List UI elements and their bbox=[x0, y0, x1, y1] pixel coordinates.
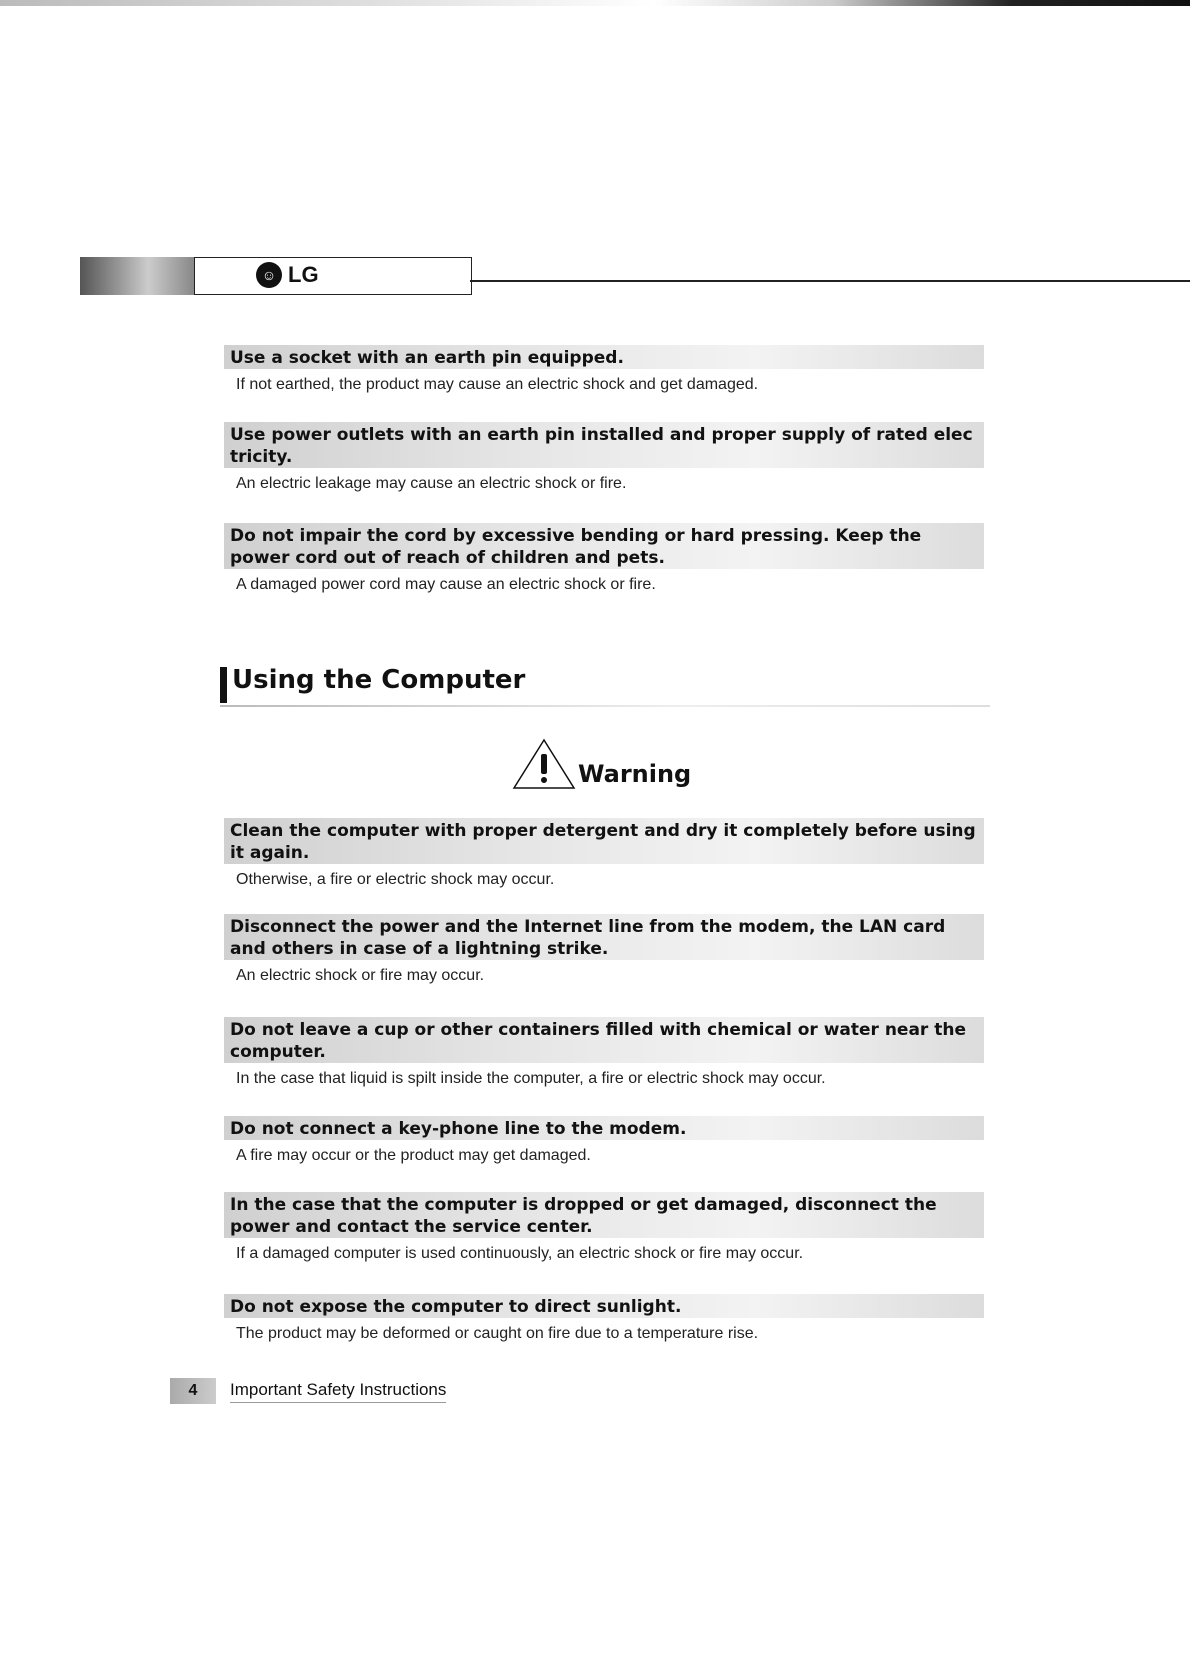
safety-item-title: In the case that the computer is dropped or get damaged, disconnect the power and contact the service center. bbox=[224, 1192, 984, 1238]
section-heading: Using the Computer bbox=[232, 665, 526, 695]
safety-item-title: Use a socket with an earth pin equipped. bbox=[224, 345, 984, 369]
safety-item-title: Clean the computer with proper detergent and dry it completely before using it again. bbox=[224, 818, 984, 864]
lg-logo bbox=[256, 262, 319, 288]
footer-title: Important Safety Instructions bbox=[230, 1380, 446, 1403]
warning-triangle-icon bbox=[512, 738, 576, 790]
safety-item-desc: In the case that liquid is spilt inside the computer, a fire or electric shock may occur. bbox=[236, 1070, 826, 1087]
safety-item-title: Disconnect the power and the Internet line from the modem, the LAN card and others in case of a lightning strike. bbox=[224, 914, 984, 960]
lg-logo-icon: ☺ bbox=[256, 262, 282, 288]
header-rule bbox=[470, 280, 1190, 282]
page-number: 4 bbox=[170, 1378, 216, 1404]
safety-item bbox=[224, 914, 984, 986]
safety-item bbox=[224, 1294, 984, 1344]
safety-item-desc: An electric leakage may cause an electric shock or fire. bbox=[236, 475, 627, 492]
page-footer bbox=[170, 1378, 446, 1404]
safety-item-title: Do not expose the computer to direct sunlight. bbox=[224, 1294, 984, 1318]
page-header bbox=[80, 257, 1130, 297]
safety-item-desc: A damaged power cord may cause an electric shock or fire. bbox=[236, 576, 656, 593]
safety-item-title: Use power outlets with an earth pin installed and proper supply of rated elec tricity. bbox=[224, 422, 984, 468]
top-rule bbox=[0, 0, 1190, 6]
safety-item bbox=[224, 523, 984, 595]
safety-item bbox=[224, 1017, 984, 1089]
warning-label bbox=[512, 738, 691, 790]
safety-item-title: Do not connect a key-phone line to the modem. bbox=[224, 1116, 984, 1140]
safety-item-title: Do not impair the cord by excessive bending or hard pressing. Keep the power cord out of reach of children and pets. bbox=[224, 523, 984, 569]
section-marker bbox=[220, 667, 227, 703]
header-gradient-block bbox=[80, 257, 194, 295]
safety-item-desc: Otherwise, a fire or electric shock may occur. bbox=[236, 871, 555, 888]
safety-item-desc: A fire may occur or the product may get damaged. bbox=[236, 1147, 591, 1164]
safety-item bbox=[224, 422, 984, 494]
safety-item-desc: If a damaged computer is used continuously, an electric shock or fire may occur. bbox=[236, 1245, 804, 1262]
header-logo-box bbox=[194, 257, 472, 295]
safety-item-desc: An electric shock or fire may occur. bbox=[236, 967, 485, 984]
safety-item bbox=[224, 818, 984, 890]
safety-item bbox=[224, 345, 984, 395]
section-rule bbox=[220, 705, 990, 707]
lg-logo-text: LG bbox=[288, 262, 319, 287]
warning-text: Warning bbox=[578, 760, 692, 788]
safety-item-desc: The product may be deformed or caught on fire due to a temperature rise. bbox=[236, 1325, 759, 1342]
safety-item bbox=[224, 1192, 984, 1264]
safety-item-desc: If not earthed, the product may cause an electric shock and get damaged. bbox=[236, 376, 759, 393]
safety-item-title: Do not leave a cup or other containers filled with chemical or water near the computer. bbox=[224, 1017, 984, 1063]
safety-item bbox=[224, 1116, 984, 1166]
